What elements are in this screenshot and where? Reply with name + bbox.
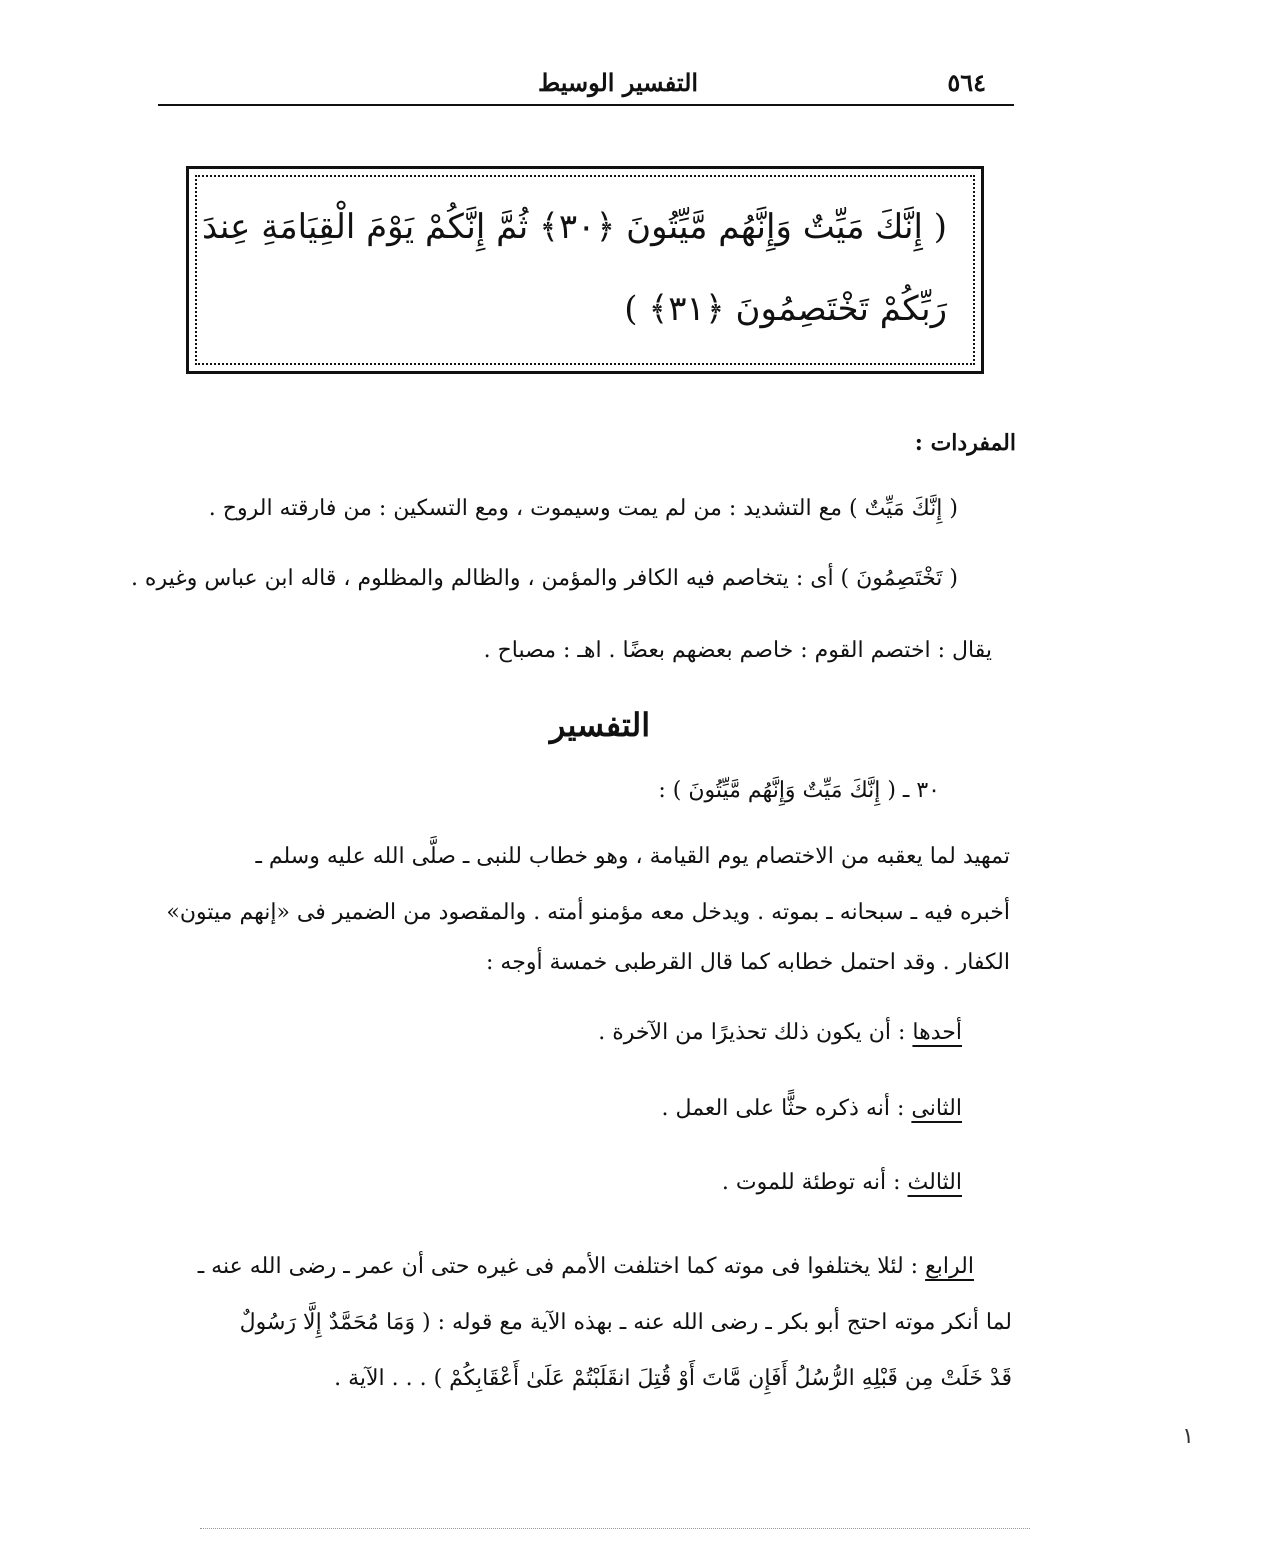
list-item xyxy=(198,1254,974,1279)
list-item-label: الثالث xyxy=(907,1170,962,1195)
quran-verse-box xyxy=(186,166,984,374)
tafsir-heading: التفسير xyxy=(549,706,651,744)
list-item-text: : أنه توطئة للموت . xyxy=(721,1170,908,1195)
verse-line-1: ( إِنَّكَ مَيِّتٌ وَإِنَّهُم مَّيِّتُونَ ﴿٣٠﴾ ثُمَّ إِنَّكُمْ يَوْمَ الْقِيَامَةِ عِندَ xyxy=(202,207,947,247)
paragraph-line-2: أخبره فيه ـ سبحانه ـ بموته . ويدخل معه مؤمنو أمته . والمقصود من الضمير فى «إنهم ميتون» xyxy=(166,900,1010,925)
paragraph-line-3: الكفار . وقد احتمل خطابه كما قال القرطبى خمسة أوجه : xyxy=(486,950,1010,975)
vocabulary-item-2: ( تَخْتَصِمُونَ ) أى : يتخاصم فيه الكافر والمؤمن ، والظالم والمظلوم ، قاله ابن عباس وغيره . xyxy=(130,566,958,591)
verse-line-2: رَبِّكُمْ تَخْتَصِمُونَ ﴿٣١﴾ ) xyxy=(624,289,947,329)
vocabulary-label: المفردات : xyxy=(914,430,1016,456)
list-item xyxy=(662,1096,962,1121)
vocabulary-item-3: يقال : اختصم القوم : خاصم بعضهم بعضًا . اهـ : مصباح . xyxy=(483,638,992,663)
running-title: التفسير الوسيط xyxy=(537,68,699,97)
list-item-label: الثانى xyxy=(911,1096,962,1121)
vocabulary-item-1: ( إِنَّكَ مَيِّتٌ ) مع التشديد : من لم يمت وسيموت ، ومع التسكين : من فارقته الروح . xyxy=(208,496,958,521)
list-item-text: : أنه ذكره حثًّا على العمل . xyxy=(661,1096,912,1121)
list-item-continuation-2: قَدْ خَلَتْ مِن قَبْلِهِ الرُّسُلُ أَفَإِن مَّاتَ أَوْ قُتِلَ انقَلَبْتُمْ عَلَىٰ أَعْقَابِكُمْ ) . . . الآية . xyxy=(334,1366,1012,1391)
paragraph-line-1: تمهيد لما يعقبه من الاختصام يوم القيامة ، وهو خطاب للنبى ـ صلَّى الله عليه وسلم ـ xyxy=(255,844,1010,869)
list-item xyxy=(598,1020,962,1045)
footer-divider xyxy=(200,1528,1030,1529)
list-item-text: : لئلا يختلفوا فى موته كما اختلفت الأمم فى غيره حتى أن عمر ـ رضى الله عنه ـ xyxy=(197,1254,926,1279)
list-item-label: أحدها xyxy=(912,1020,962,1045)
list-item-text: : أن يكون ذلك تحذيرًا من الآخرة . xyxy=(598,1020,913,1045)
verse-reference: ٣٠ ـ ( إِنَّكَ مَيِّتٌ وَإِنَّهُم مَّيِّتُونَ ) : xyxy=(658,778,940,803)
margin-mark: ١ xyxy=(1182,1424,1194,1449)
list-item-continuation-1: لما أنكر موته احتج أبو بكر ـ رضى الله عنه ـ بهذه الآية مع قوله : ( وَمَا مُحَمَّدٌ إِلَّا رَسُولٌ xyxy=(239,1310,1012,1335)
page-number: ٥٦٤ xyxy=(947,68,986,97)
list-item xyxy=(722,1170,962,1195)
list-item-label: الرابع xyxy=(925,1254,974,1279)
page-header xyxy=(158,62,1014,106)
